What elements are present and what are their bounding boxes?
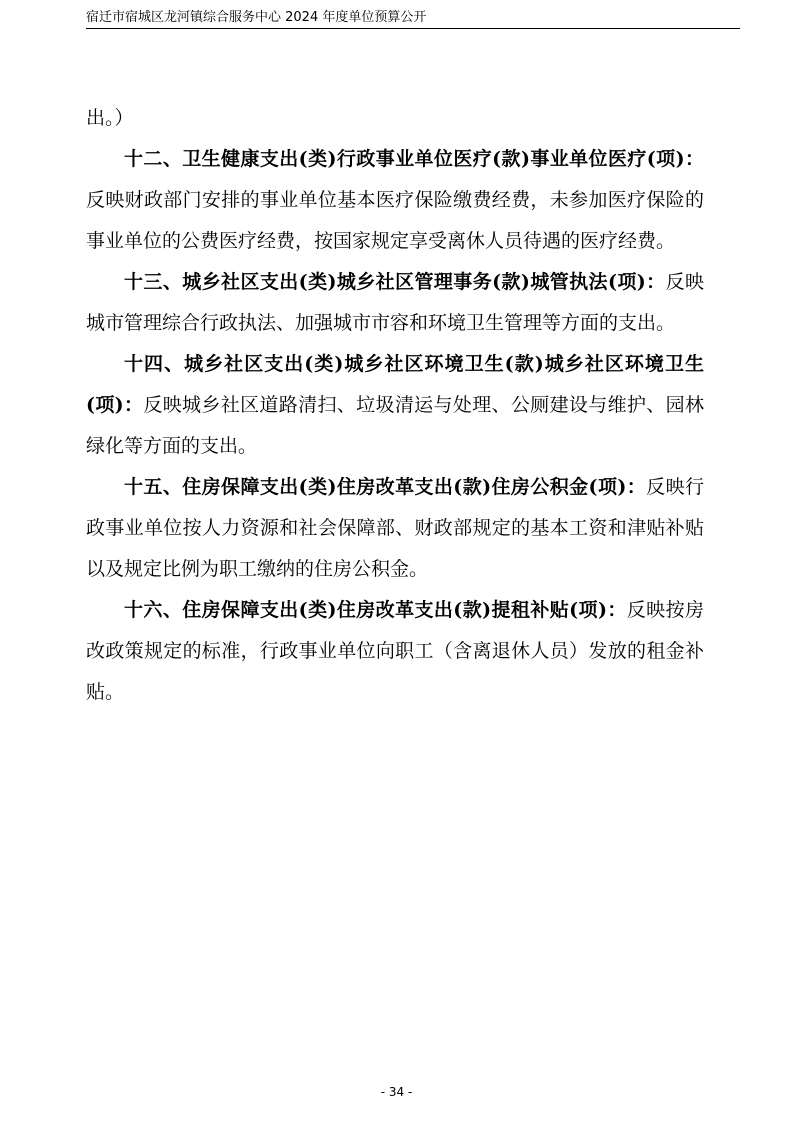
item-12 xyxy=(86,139,704,262)
page-number: - 34 - xyxy=(380,1085,413,1099)
item-14-heading: 十四、城乡社区支出(类)城乡社区环境卫生(款)城乡社区环境卫生(项)： xyxy=(86,353,704,416)
item-15-heading: 十五、住房保障支出(类)住房改革支出(款)住房公积金(项)： xyxy=(124,476,647,498)
item-14 xyxy=(86,344,704,467)
item-14-description: 反映城乡社区道路清扫、垃圾清运与处理、公厕建设与维护、园林绿化等方面的支出。 xyxy=(86,394,704,457)
item-12-heading: 十二、卫生健康支出(类)行政事业单位医疗(款)事业单位医疗(项)： xyxy=(124,148,704,170)
item-16 xyxy=(86,590,704,713)
item-13 xyxy=(86,262,704,344)
header-divider xyxy=(86,28,740,29)
document-body xyxy=(86,98,704,713)
item-15 xyxy=(86,467,704,590)
page-header-title: 宿迁市宿城区龙河镇综合服务中心 2024 年度单位预算公开 xyxy=(86,10,427,25)
item-16-description: 反映按房改政策规定的标准，行政事业单位向职工（含离退休人员）发放的租金补贴。 xyxy=(86,599,704,703)
item-15-description: 反映行政事业单位按人力资源和社会保障部、财政部规定的基本工资和津贴补贴以及规定比例为职工缴纳的住房公积金。 xyxy=(86,476,704,580)
item-13-heading: 十三、城乡社区支出(类)城乡社区管理事务(款)城管执法(项)： xyxy=(124,271,666,293)
item-12-description: 反映财政部门安排的事业单位基本医疗保险缴费经费，未参加医疗保险的事业单位的公费医疗经费，按国家规定享受离休人员待遇的医疗经费。 xyxy=(86,189,704,252)
item-16-heading: 十六、住房保障支出(类)住房改革支出(款)提租补贴(项)： xyxy=(124,599,627,621)
continuation-text: 出。） xyxy=(86,107,134,129)
item-13-description: 反映城市管理综合行政执法、加强城市市容和环境卫生管理等方面的支出。 xyxy=(86,271,704,334)
